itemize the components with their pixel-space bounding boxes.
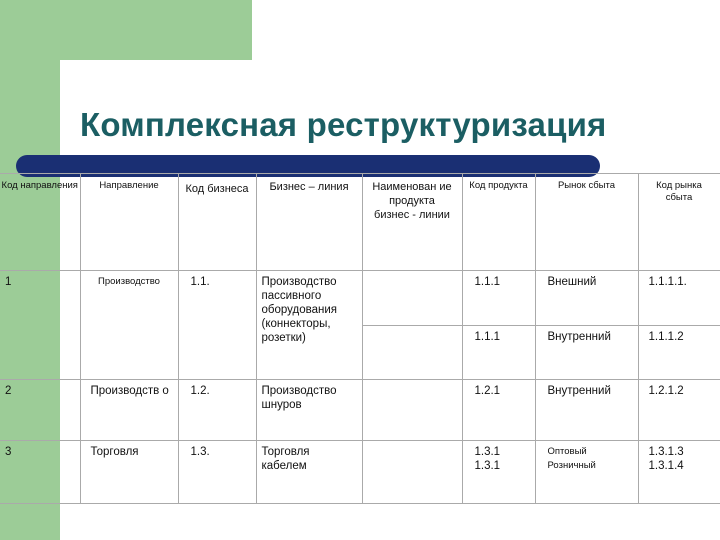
cell-business-line: Производство пассивного оборудования (коннекторы, розетки) bbox=[256, 271, 362, 380]
header-business-code: Код бизнеса bbox=[178, 174, 256, 271]
market-code-line: 1.3.1.4 bbox=[648, 460, 684, 472]
header-product-code: Код продукта bbox=[462, 174, 535, 271]
cell-market: Внешний bbox=[535, 271, 638, 326]
cell-market: Внутренний bbox=[535, 380, 638, 441]
cell-market: Внутренний bbox=[535, 325, 638, 380]
restructuring-table bbox=[0, 173, 720, 504]
cell-product-code: 1.2.1 bbox=[462, 380, 535, 441]
table-row bbox=[0, 441, 720, 504]
product-code-line: 1.3.1 bbox=[474, 446, 501, 458]
cell-market-code bbox=[638, 441, 720, 504]
cell-business-code: 1.3. bbox=[178, 441, 256, 504]
cell-product-name bbox=[362, 271, 462, 326]
cell-market bbox=[535, 441, 638, 504]
header-direction: Направление bbox=[80, 174, 178, 271]
cell-direction-code: 1 bbox=[0, 271, 80, 380]
cell-product-name bbox=[362, 441, 462, 504]
header-market-code: Код рынка сбыта bbox=[638, 174, 720, 271]
slide-title: Комплексная реструктуризация bbox=[80, 106, 607, 143]
header-direction-code: Код направления bbox=[0, 174, 80, 271]
table-row bbox=[0, 271, 720, 326]
cell-business-code: 1.2. bbox=[178, 380, 256, 441]
cell-direction: Производство bbox=[80, 271, 178, 380]
cell-direction-code: 3 bbox=[0, 441, 80, 504]
table-row bbox=[0, 380, 720, 441]
market-line: Розничный bbox=[547, 460, 596, 471]
header-row bbox=[0, 174, 720, 271]
cell-business-line: Торговля кабелем bbox=[256, 441, 362, 504]
header-market: Рынок сбыта bbox=[535, 174, 638, 271]
header-business-line: Бизнес – линия bbox=[256, 174, 362, 271]
cell-business-line: Производство шнуров bbox=[256, 380, 362, 441]
cell-market-code: 1.1.1.1. bbox=[638, 271, 720, 326]
cell-product-code: 1.1.1 bbox=[462, 325, 535, 380]
product-code-line: 1.3.1 bbox=[474, 460, 501, 472]
header-product-name: Наименован ие продукта бизнес - линии bbox=[362, 174, 462, 271]
cell-market-code: 1.2.1.2 bbox=[638, 380, 720, 441]
cell-product-code bbox=[462, 441, 535, 504]
cell-product-code: 1.1.1 bbox=[462, 271, 535, 326]
market-line: Оптовый bbox=[547, 446, 587, 457]
cell-direction-code: 2 bbox=[0, 380, 80, 441]
cell-direction: Производств о bbox=[80, 380, 178, 441]
cell-business-code: 1.1. bbox=[178, 271, 256, 380]
market-code-line: 1.3.1.3 bbox=[648, 446, 684, 458]
cell-market-code: 1.1.1.2 bbox=[638, 325, 720, 380]
cell-product-name bbox=[362, 325, 462, 380]
cell-product-name bbox=[362, 380, 462, 441]
cell-direction: Торговля bbox=[80, 441, 178, 504]
